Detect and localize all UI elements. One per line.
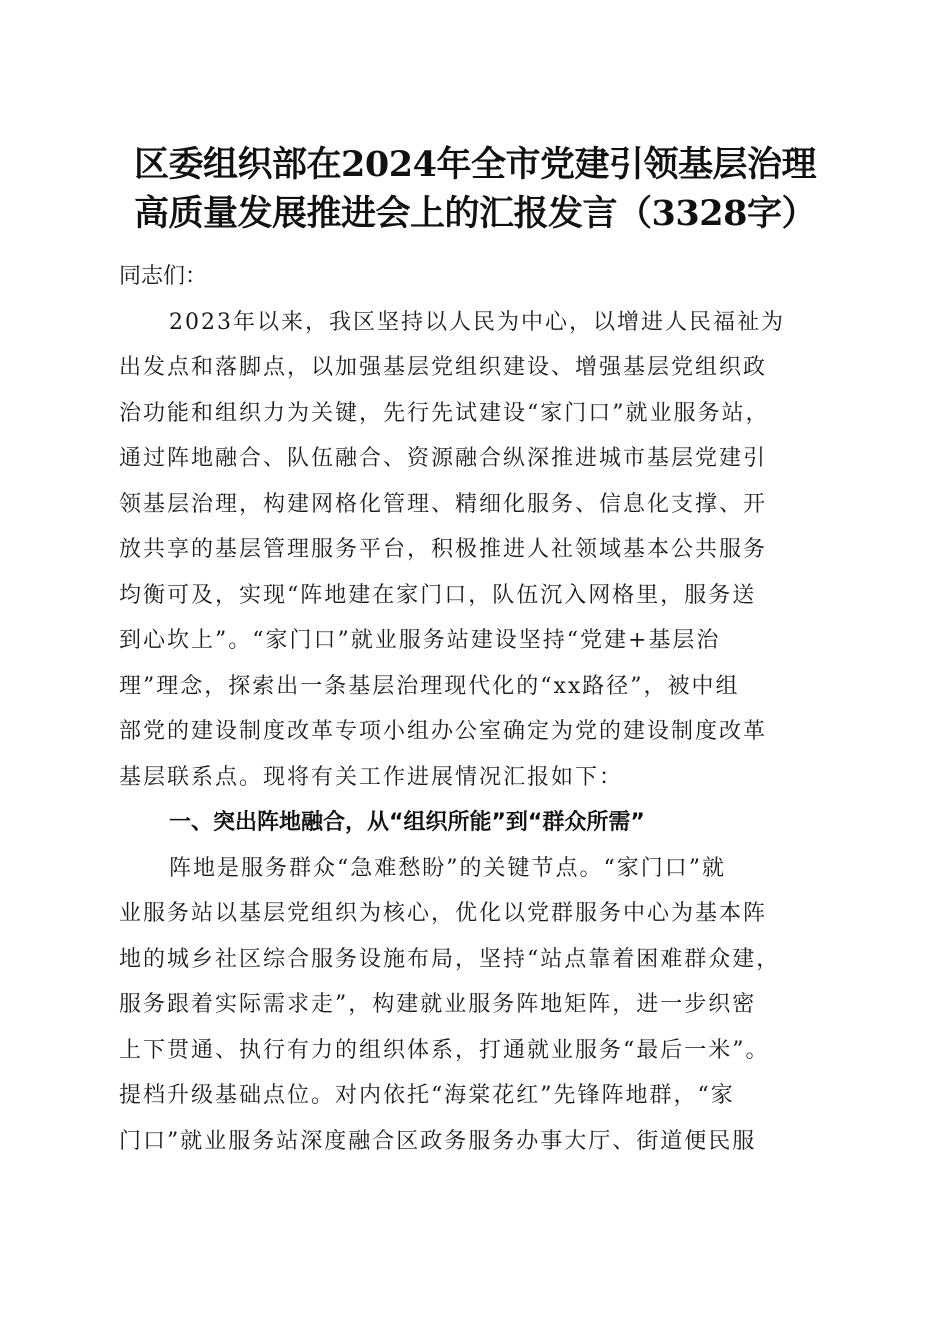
intro-line: 领基层治理，构建网格化管理、精细化服务、信息化支撑、开	[119, 491, 768, 517]
section-line: 阵地是服务群众“急难愁盼”的关键节点。“家门口”就	[169, 855, 726, 881]
document-title	[100, 140, 850, 238]
section-line: 提档升级基础点位。对内依托“海棠花红”先锋阵地群，“家	[119, 1083, 735, 1108]
title-line-1: 区委组织部在2024年全市党建引领基层治理	[134, 144, 816, 185]
greeting: 同志们：	[119, 264, 208, 289]
section-paragraph	[119, 846, 835, 1165]
intro-line: 均衡可及，实现“阵地建在家门口，队伍沉入网格里，服务送	[119, 582, 757, 608]
section-line: 业服务站以基层党组织为核心，优化以党群服务中心为基本阵	[119, 901, 768, 926]
title-line-2: 高质量发展推进会上的汇报发言（3328字）	[134, 193, 816, 234]
section-line: 上下贯通、执行有力的组织体系，打通就业服务“最后一米”。	[119, 1037, 770, 1063]
section-heading: 一、突出阵地融合，从“组织所能”到“群众所需”	[169, 810, 645, 835]
intro-line: 到心坎上”。“家门口”就业服务站建设坚持“党建+基层治	[119, 628, 721, 653]
intro-line: 部党的建设制度改革专项小组办公室确定为党的建设制度改革	[119, 719, 768, 744]
section-line: 服务跟着实际需求走”，构建就业服务阵地矩阵，进一步织密	[119, 992, 757, 1017]
section-line: 门口”就业服务站深度融合区政务服务办事大厅、街道便民服	[119, 1128, 757, 1154]
intro-line: 通过阵地融合、队伍融合、资源融合纵深推进城市基层党建引	[119, 446, 768, 471]
intro-line: 基层联系点。现将有关工作进展情况汇报如下：	[119, 764, 624, 790]
intro-paragraph	[119, 300, 835, 801]
intro-line: 放共享的基层管理服务平台，积极推进人社领域基本公共服务	[119, 537, 768, 562]
intro-line: 出发点和落脚点，以加强基层党组织建设、增强基层党组织政	[119, 355, 768, 380]
intro-line: 治功能和组织力为关键，先行先试建设“家门口”就业服务站，	[119, 400, 770, 426]
document-body	[119, 254, 835, 1164]
intro-line: 理”理念，探索出一条基层治理现代化的“xx路径”，被中组	[119, 673, 740, 699]
intro-line: 2023年以来，我区坚持以人民为中心，以增进人民福祉为	[169, 309, 785, 335]
section-line: 地的城乡社区综合服务设施布局，坚持“站点靠着困难群众建，	[119, 946, 781, 972]
